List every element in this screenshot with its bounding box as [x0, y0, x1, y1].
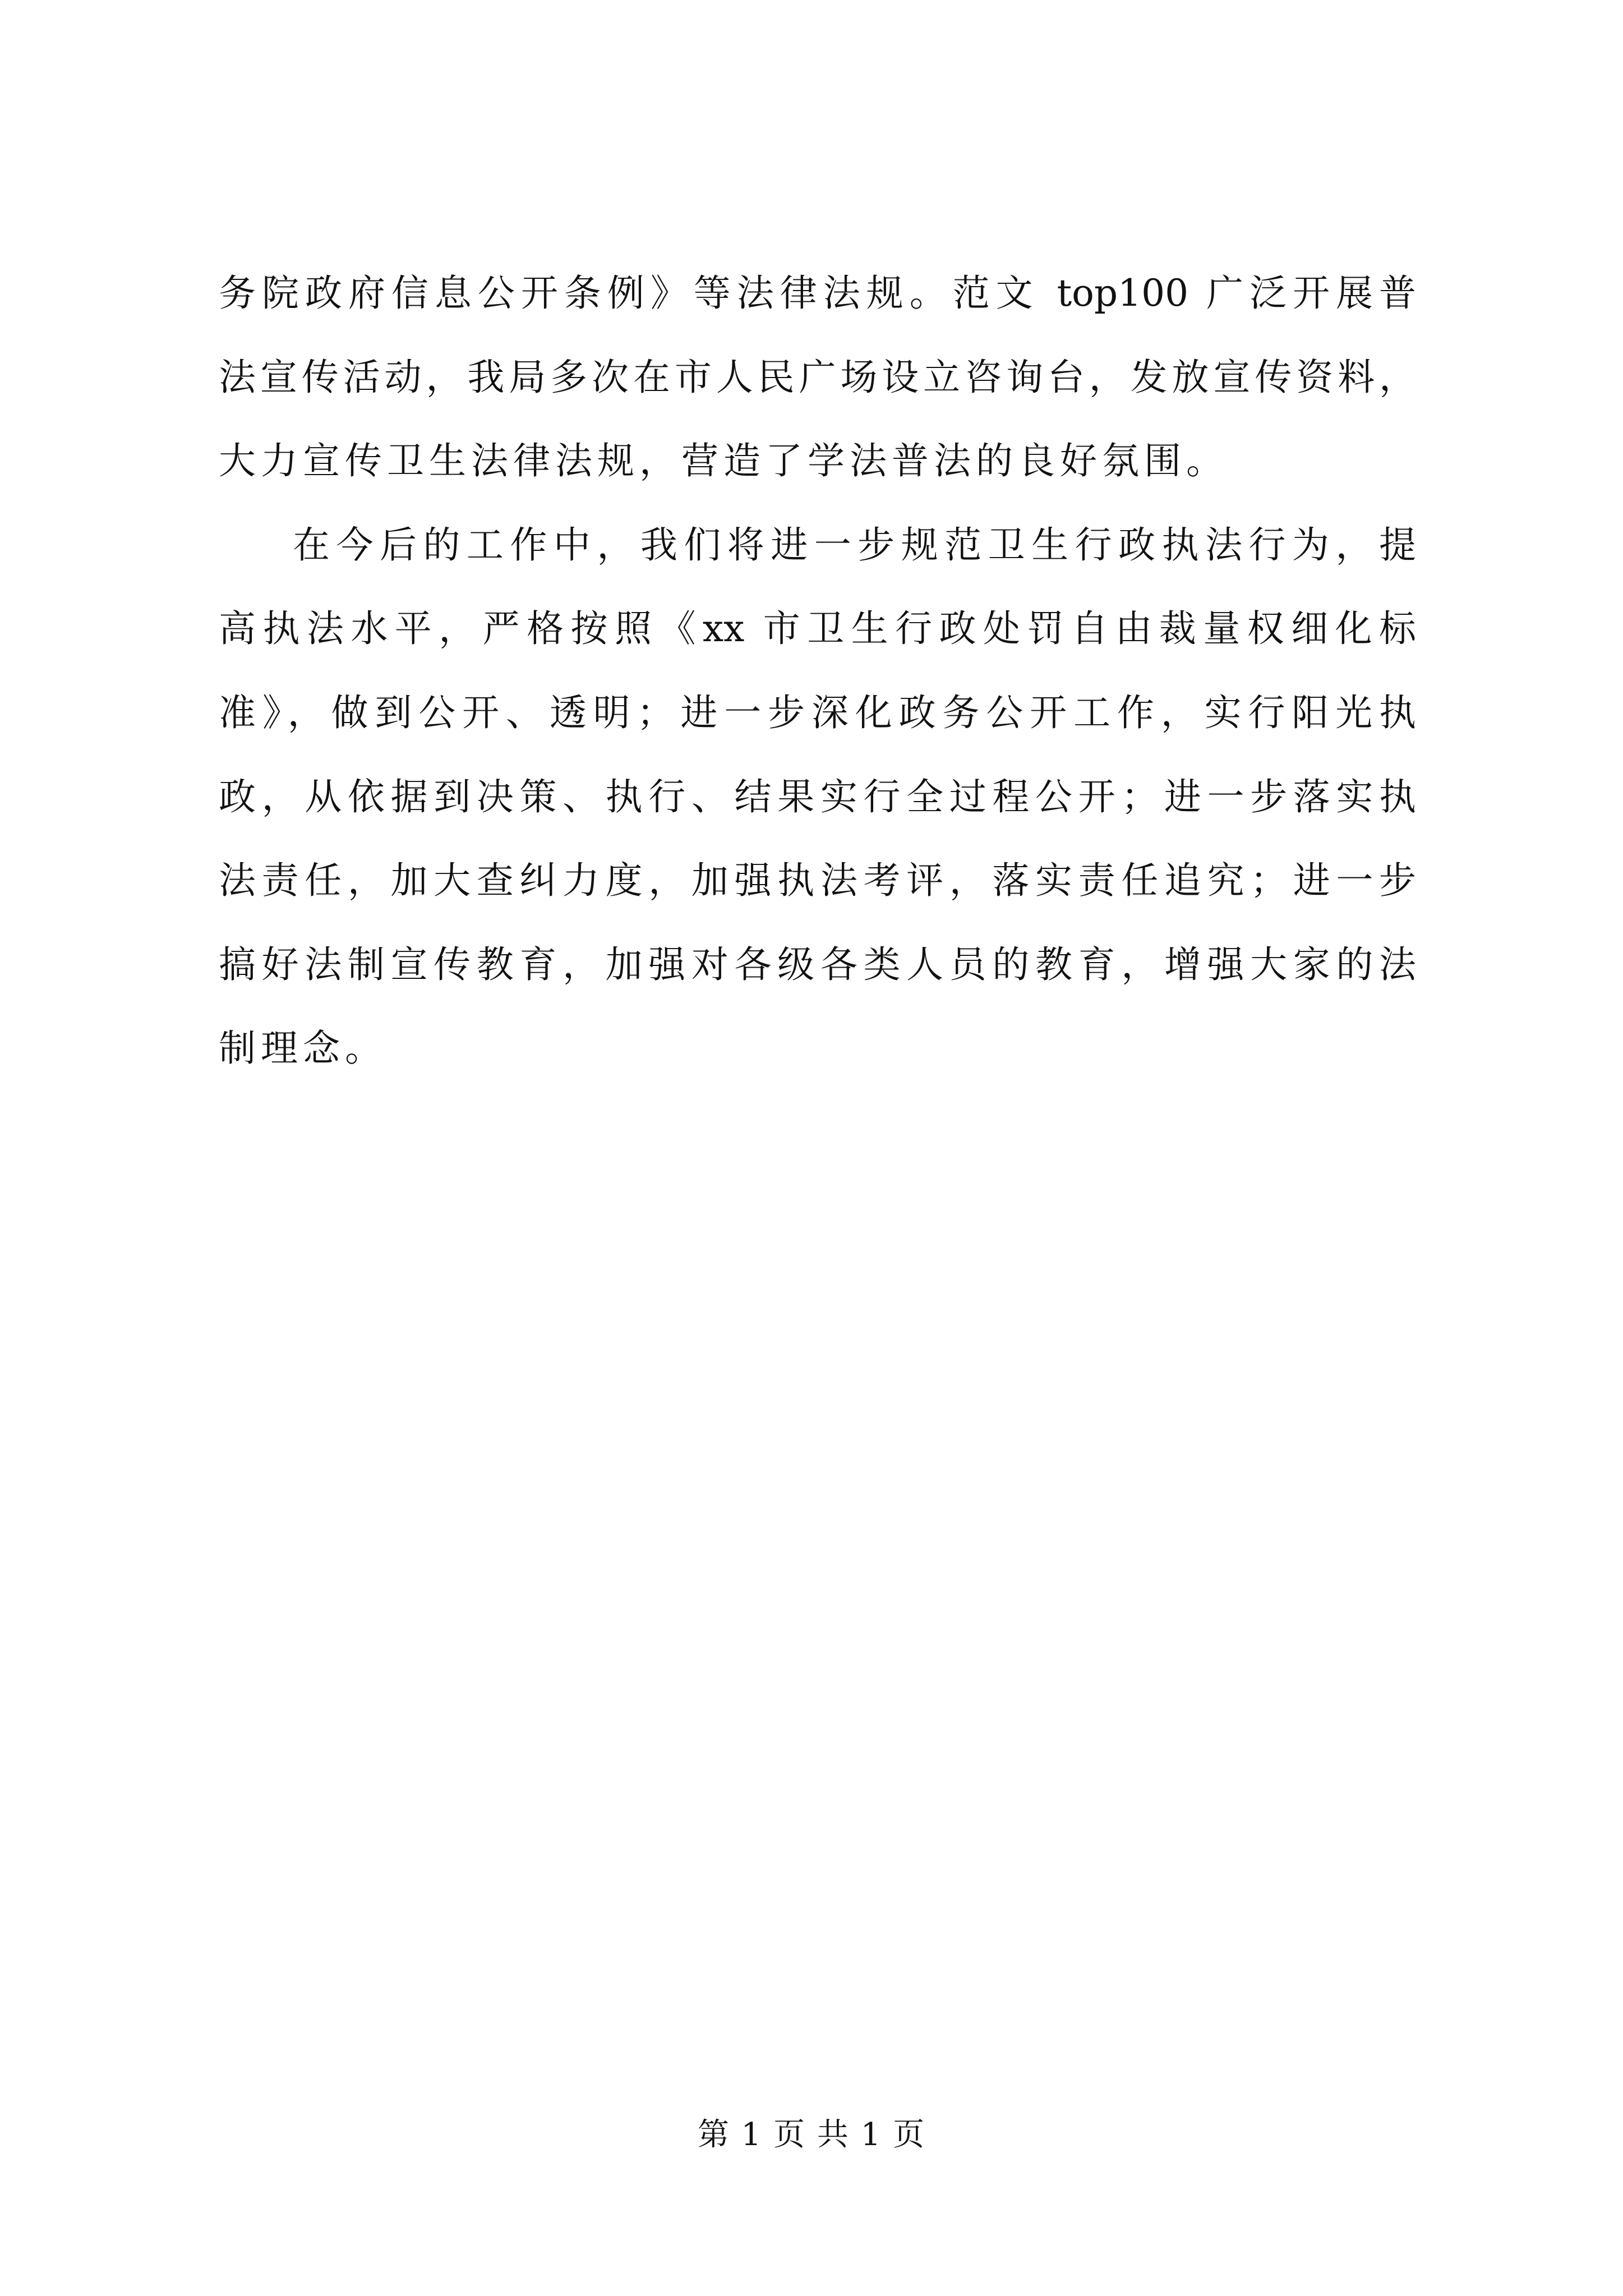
- text-line: 法宣传活动，我局多次在市人民广场设立咨询台，发放宣传资料，: [219, 355, 1416, 399]
- body-text: [219, 272, 1416, 1114]
- page-footer: 第 1 页 共 1 页: [697, 2116, 926, 2153]
- text-line: 准》，做到公开、透明；进一步深化政务公开工作，实行阳光执: [219, 691, 1416, 734]
- text-line: 大力宣传卫生法律法规，营造了学法普法的良好氛围。: [219, 439, 1228, 483]
- text-line: 高执法水平，严格按照《xx 市卫生行政处罚自由裁量权细化标: [219, 607, 1416, 651]
- text-line: 制理念。: [219, 1027, 387, 1070]
- text-line: 搞好法制宣传教育，加强对各级各类人员的教育，增强大家的法: [219, 942, 1416, 986]
- text-line: 法责任，加大查纠力度，加强执法考评，落实责任追究；进一步: [219, 859, 1416, 903]
- text-line: 政，从依据到决策、执行、结果实行全过程公开；进一步落实执: [219, 775, 1416, 818]
- text-line-indented: 在今后的工作中，我们将进一步规范卫生行政执法行为，提: [293, 523, 1416, 567]
- text-line: 务院政府信息公开条例》等法律法规。范文 top100 广泛开展普: [219, 272, 1416, 315]
